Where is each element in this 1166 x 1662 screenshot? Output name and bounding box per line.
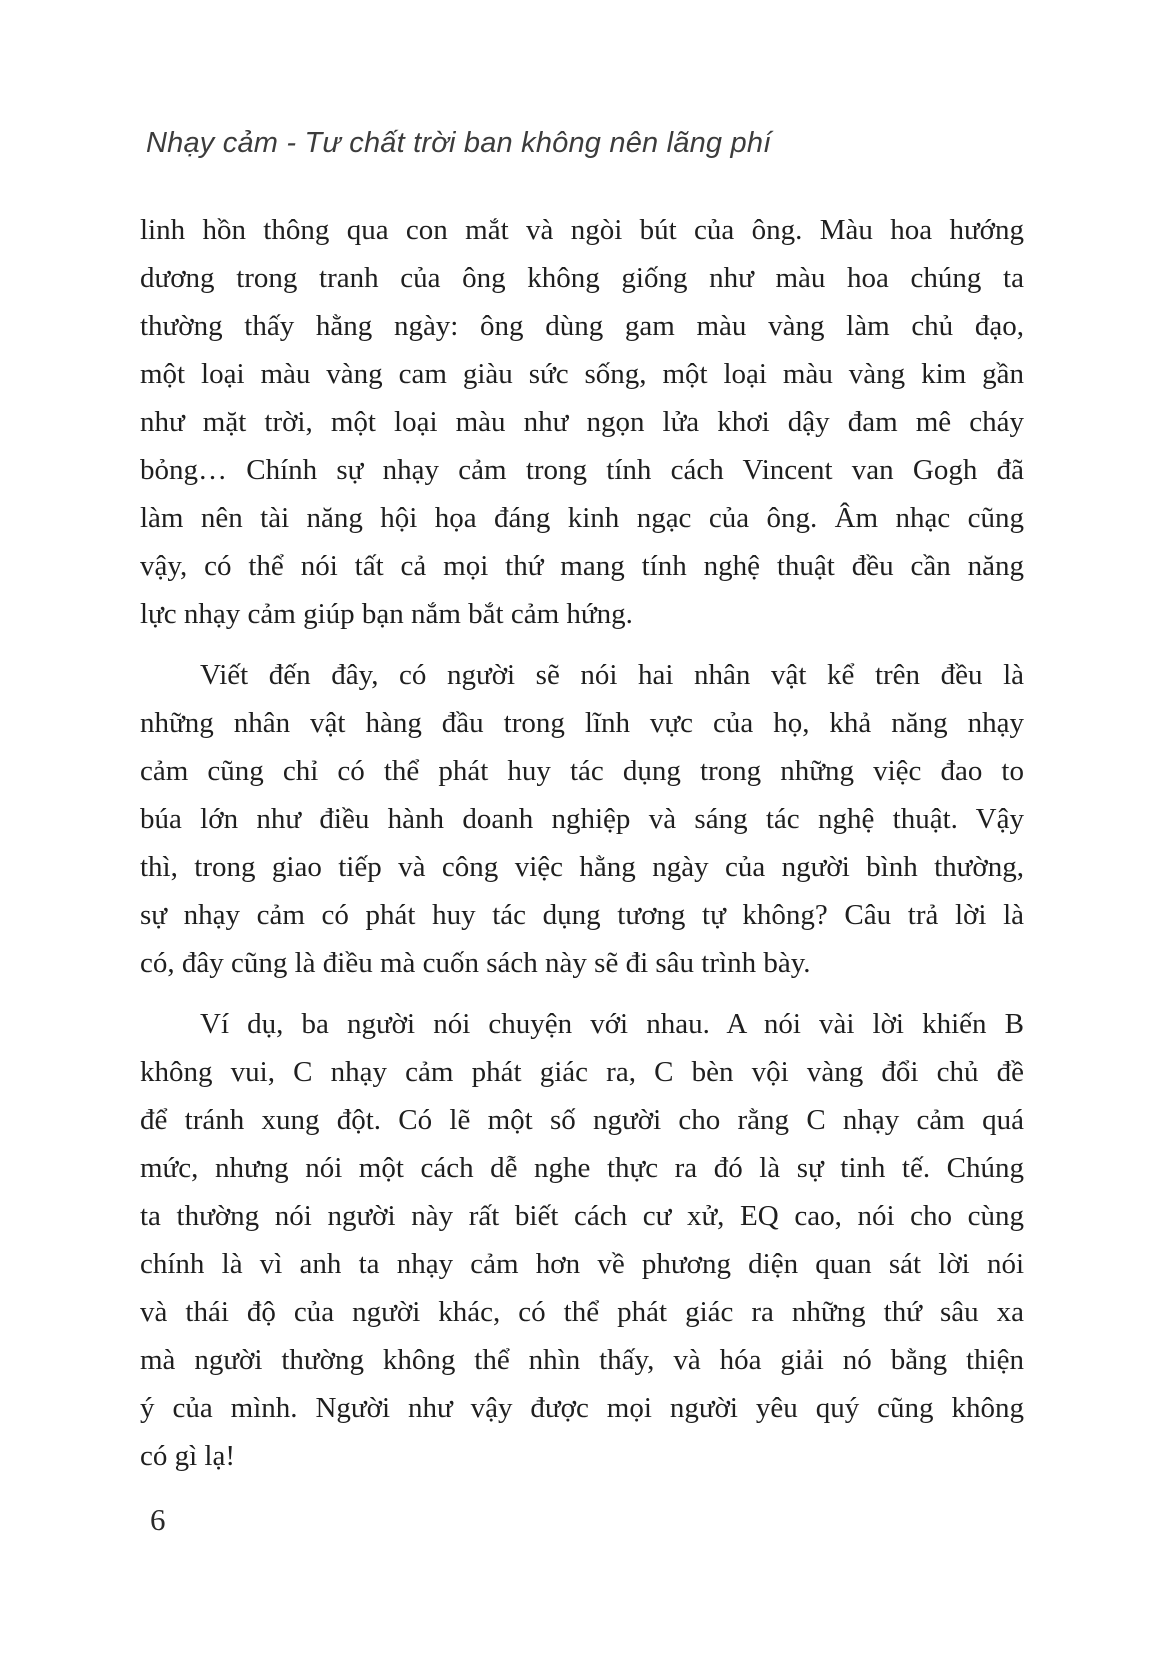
text-line: Ví dụ, ba người nói chuyện với nhau. A nói vài lời khiến B [200,1008,1024,1040]
text-line: Viết đến đây, có người sẽ nói hai nhân vật kể trên đều là [200,659,1024,691]
text-line: những nhân vật hàng đầu trong lĩnh vực của họ, khả năng nhạy [140,707,1024,739]
text-line: bỏng… Chính sự nhạy cảm trong tính cách Vincent van Gogh đã [140,454,1024,486]
text-line: mà người thường không thể nhìn thấy, và hóa giải nó bằng thiện [140,1344,1024,1376]
text-line: ý của mình. Người như vậy được mọi người yêu quý cũng không [140,1392,1024,1424]
text-line: ta thường nói người này rất biết cách cư xử, EQ cao, nói cho cùng [140,1200,1024,1232]
paragraph [140,206,1024,638]
text-line: sự nhạy cảm có phát huy tác dụng tương tự không? Câu trả lời là [140,899,1024,931]
text-line: lực nhạy cảm giúp bạn nắm bắt cảm hứng. [140,598,633,630]
text-line: như mặt trời, một loại màu như ngọn lửa khơi dậy đam mê cháy [140,406,1024,438]
text-line: thường thấy hằng ngày: ông dùng gam màu vàng làm chủ đạo, [140,310,1024,342]
text-line: linh hồn thông qua con mắt và ngòi bút của ông. Màu hoa hướng [140,214,1024,246]
text-line: vậy, có thể nói tất cả mọi thứ mang tính nghệ thuật đều cần năng [140,550,1024,582]
text-line: và thái độ của người khác, có thể phát giác ra những thứ sâu xa [140,1296,1024,1328]
page-number: 6 [150,1502,166,1537]
text-line: có, đây cũng là điều mà cuốn sách này sẽ đi sâu trình bày. [140,947,811,979]
text-line: một loại màu vàng cam giàu sức sống, một loại màu vàng kim gần [140,358,1024,390]
text-line: thì, trong giao tiếp và công việc hằng ngày của người bình thường, [140,851,1024,883]
text-line: cảm cũng chỉ có thể phát huy tác dụng trong những việc đao to [140,755,1024,787]
paragraph [140,651,1024,987]
text-line: làm nên tài năng hội họa đáng kinh ngạc của ông. Âm nhạc cũng [140,502,1024,534]
page-body [140,206,1024,1480]
chapter-header-title: Nhạy cảm - Tư chất trời ban không nên lãng phí [146,127,772,159]
text-line: không vui, C nhạy cảm phát giác ra, C bèn vội vàng đổi chủ đề [140,1056,1024,1088]
text-line: dương trong tranh của ông không giống như màu hoa chúng ta [140,262,1024,294]
text-line: búa lớn như điều hành doanh nghiệp và sáng tác nghệ thuật. Vậy [140,803,1024,835]
text-line: để tránh xung đột. Có lẽ một số người cho rằng C nhạy cảm quá [140,1104,1024,1136]
paragraph [140,1000,1024,1480]
text-line: mức, nhưng nói một cách dễ nghe thực ra đó là sự tinh tế. Chúng [140,1152,1024,1184]
text-line: chính là vì anh ta nhạy cảm hơn về phương diện quan sát lời nói [140,1248,1024,1280]
text-line: có gì lạ! [140,1440,236,1472]
